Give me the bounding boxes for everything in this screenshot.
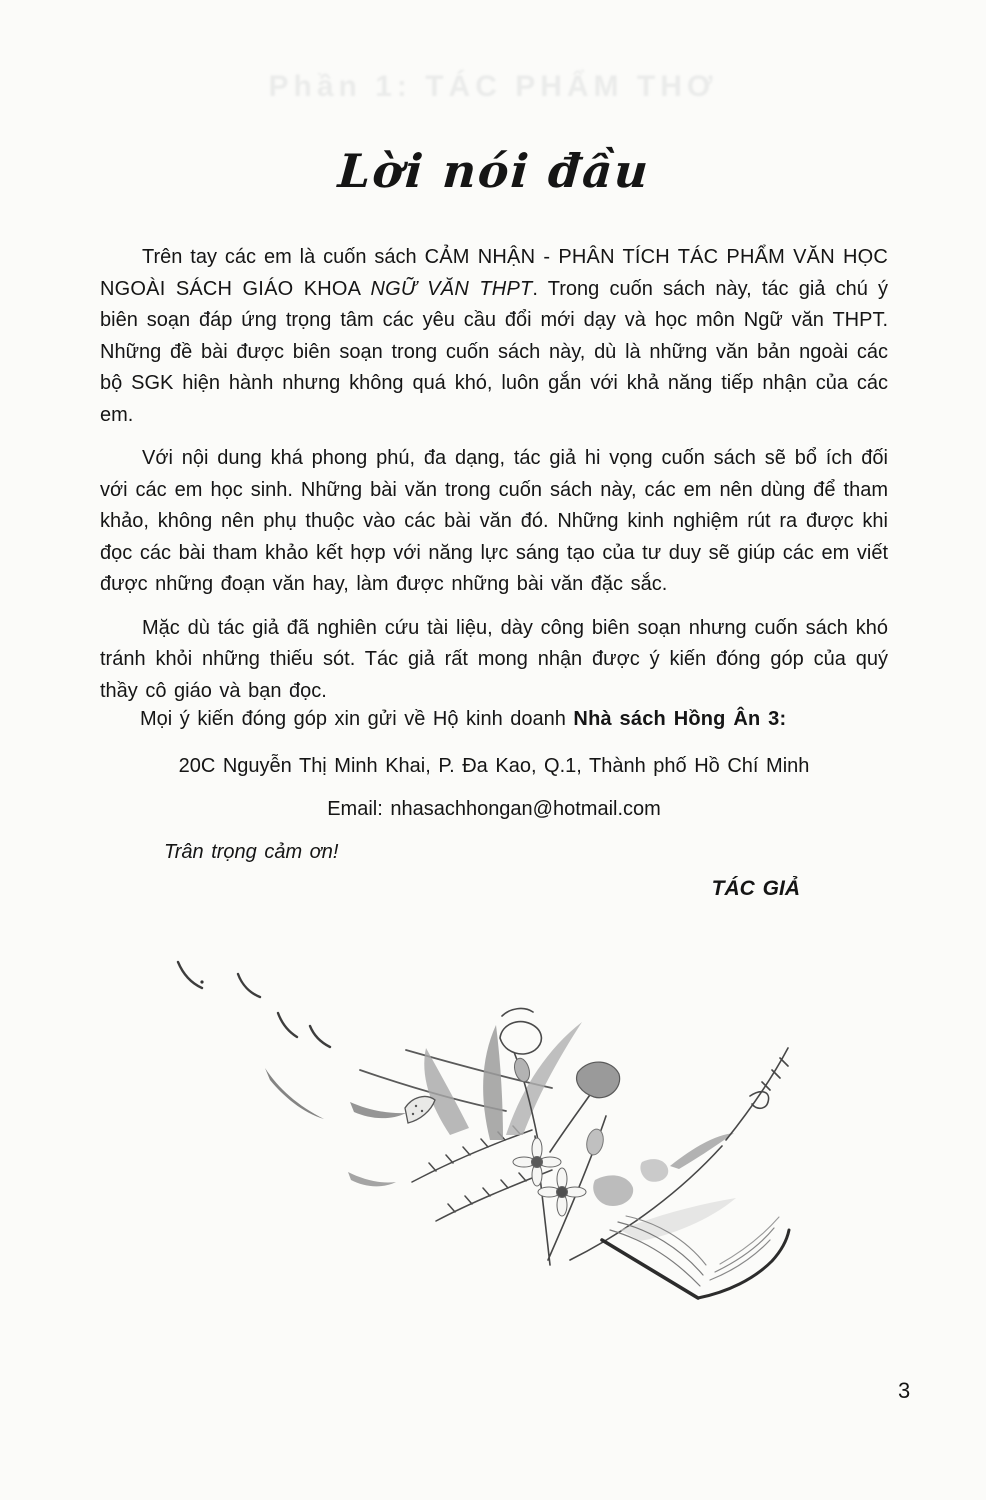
contact-suffix: : [779, 708, 787, 730]
address-line: 20C Nguyễn Thị Minh Khai, P. Đa Kao, Q.1, Thành phố Hồ Chí Minh [178, 755, 810, 777]
paragraph-1-rest: . Trong cuốn sách này, tác giả chú ý biên soạn đáp ứng trọng tâm các yêu cầu đổi mới dạy và học môn Ngữ văn THPT. Những đề bài được biên soạn trong cuốn sách này, dù là những văn bản ngoài các bộ SGK hiện hành nhưng không quá khó, luôn gắn với khả năng tiếp nhận của các em. [100, 277, 888, 426]
store-name: Nhà sách Hồng Ân 3 [573, 708, 780, 730]
paragraph-2: Với nội dung khá phong phú, đa dạng, tác giả hi vọng cuốn sách sẽ bổ ích đối với các em học sinh. Những bài văn trong cuốn sách này, các em nên dùng để tham khảo, không nên phụ thuộc vào các bài văn đó. Những kinh nghiệm rút ra được khi đọc các bài tham khảo kết hợp với năng lực sáng tạo của tư duy sẽ giúp các em viết được những đoạn văn hay, làm được những bài văn đặc sắc. [100, 447, 888, 595]
bleed-through-header: Phần 1: TÁC PHẨM THƠ [268, 70, 718, 103]
author-signature: TÁC GIẢ [711, 877, 800, 900]
book-series-title: CẢM NHẬN - PHÂN TÍCH TÁC PHẨM VĂN HỌC NGOÀI SÁCH GIÁO KHOA [100, 246, 889, 300]
email-line: Email: nhasachhongan@hotmail.com [327, 798, 661, 820]
page-title: Lời nói đầu [336, 144, 652, 198]
book-series-subtitle: NGỮ VĂN THPT [370, 277, 533, 300]
contact-line [100, 703, 888, 736]
stray-dot [200, 980, 203, 983]
book-flowers-illustration-icon [150, 930, 800, 1320]
contact-prefix: Mọi ý kiến đóng góp xin gửi về Hộ kinh doanh [140, 708, 574, 730]
paragraph-3: Mặc dù tác giả đã nghiên cứu tài liệu, dày công biên soạn nhưng cuốn sách khó tránh khỏi những thiếu sót. Tác giả rất mong nhận được ý kiến đóng góp của quý thầy cô giáo và bạn đọc. [100, 616, 888, 702]
closing-line: Trân trọng cảm ơn! [164, 841, 339, 863]
page-number: 3 [898, 1378, 911, 1403]
paragraph-1-lead: Trên tay các em là cuốn sách [142, 246, 425, 268]
paragraph-1 [100, 242, 888, 431]
